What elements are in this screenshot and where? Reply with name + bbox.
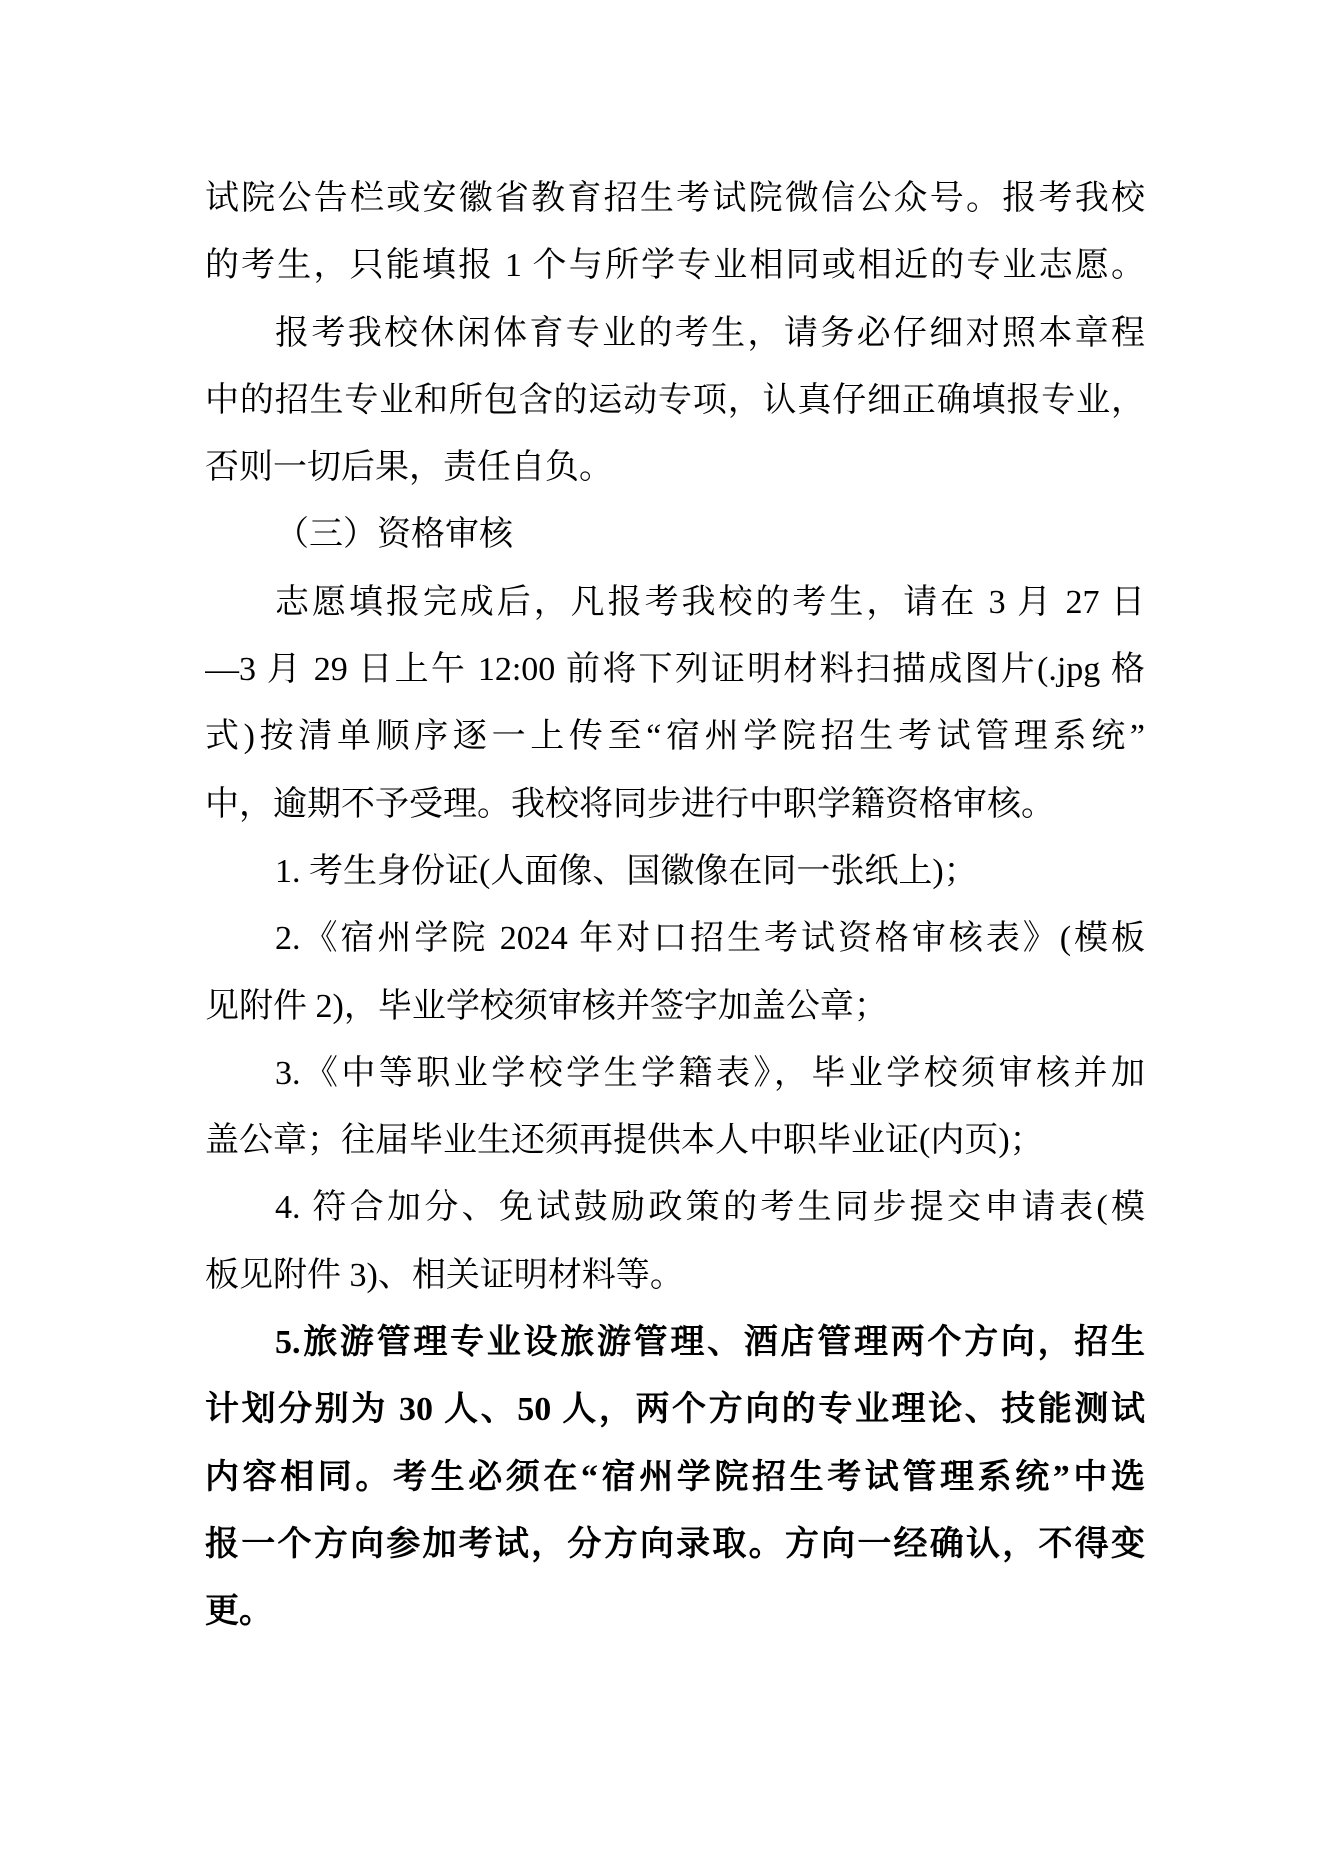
section-heading [205,501,1145,568]
text-line: 板见附件 3)、相关证明材料等。 [205,1256,684,1294]
text-line: 1. 考生身份证(人面像、国徽像在同一张纸上)； [275,852,978,890]
text-line: 报考我校休闲体育专业的考生，请务必仔细对照本章程 [275,314,1145,352]
text-line: 试院公告栏或安徽省教育招生考试院微信公众号。报考我校 [205,180,1145,217]
text-line: 的考生，只能填报 1 个与所学专业相同或相近的专业志愿。 [205,247,1145,285]
text-line: 内容相同。考生必须在“宿州学院招生考试管理系统”中选 [205,1458,1145,1496]
text-line: 中的招生专业和所包含的运动专项，认真仔细正确填报专业， [205,381,1145,419]
text-line: 3.《中等职业学校学生学籍表》，毕业学校须审核并加 [275,1054,1145,1092]
text-line: 中，逾期不予受理。我校将同步进行中职学籍资格审核。 [205,785,1055,823]
list-item-1 [205,838,1145,905]
list-item-5-emphasized [205,1309,1145,1645]
text-line: 更。 [205,1593,273,1631]
text-line: 否则一切后果，责任自负。 [205,449,613,487]
text-line: 志愿填报完成后，凡报考我校的考生，请在 3 月 27 日 [275,583,1145,621]
list-item-2 [205,905,1145,1040]
text-line: 计划分别为 30 人、50 人，两个方向的专业理论、技能测试 [205,1391,1145,1429]
text-line: 式)按清单顺序逐一上传至“宿州学院招生考试管理系统” [205,718,1145,756]
text-line: 见附件 2)，毕业学校须审核并签字加盖公章； [205,987,888,1025]
list-item-3 [205,1040,1145,1175]
text-line: 5.旅游管理专业设旅游管理、酒店管理两个方向，招生 [275,1324,1145,1362]
text-line: 2.《宿州学院 2024 年对口招生考试资格审核表》(模板 [275,920,1145,958]
text-line: 盖公章；往届毕业生还须再提供本人中职毕业证(内页)； [205,1122,1044,1160]
paragraph [205,300,1145,502]
text-line: 4. 符合加分、免试鼓励政策的考生同步提交申请表(模 [275,1189,1145,1227]
text-line: —3 月 29 日上午 12:00 前将下列证明材料扫描成图片(.jpg 格 [205,651,1145,689]
paragraph [205,569,1145,838]
section-heading-text: （三）资格审核 [275,516,513,554]
list-item-4 [205,1174,1145,1309]
text-line: 报一个方向参加考试，分方向录取。方向一经确认，不得变 [205,1525,1145,1563]
paragraph [205,165,1145,300]
document-body [205,165,1145,1646]
